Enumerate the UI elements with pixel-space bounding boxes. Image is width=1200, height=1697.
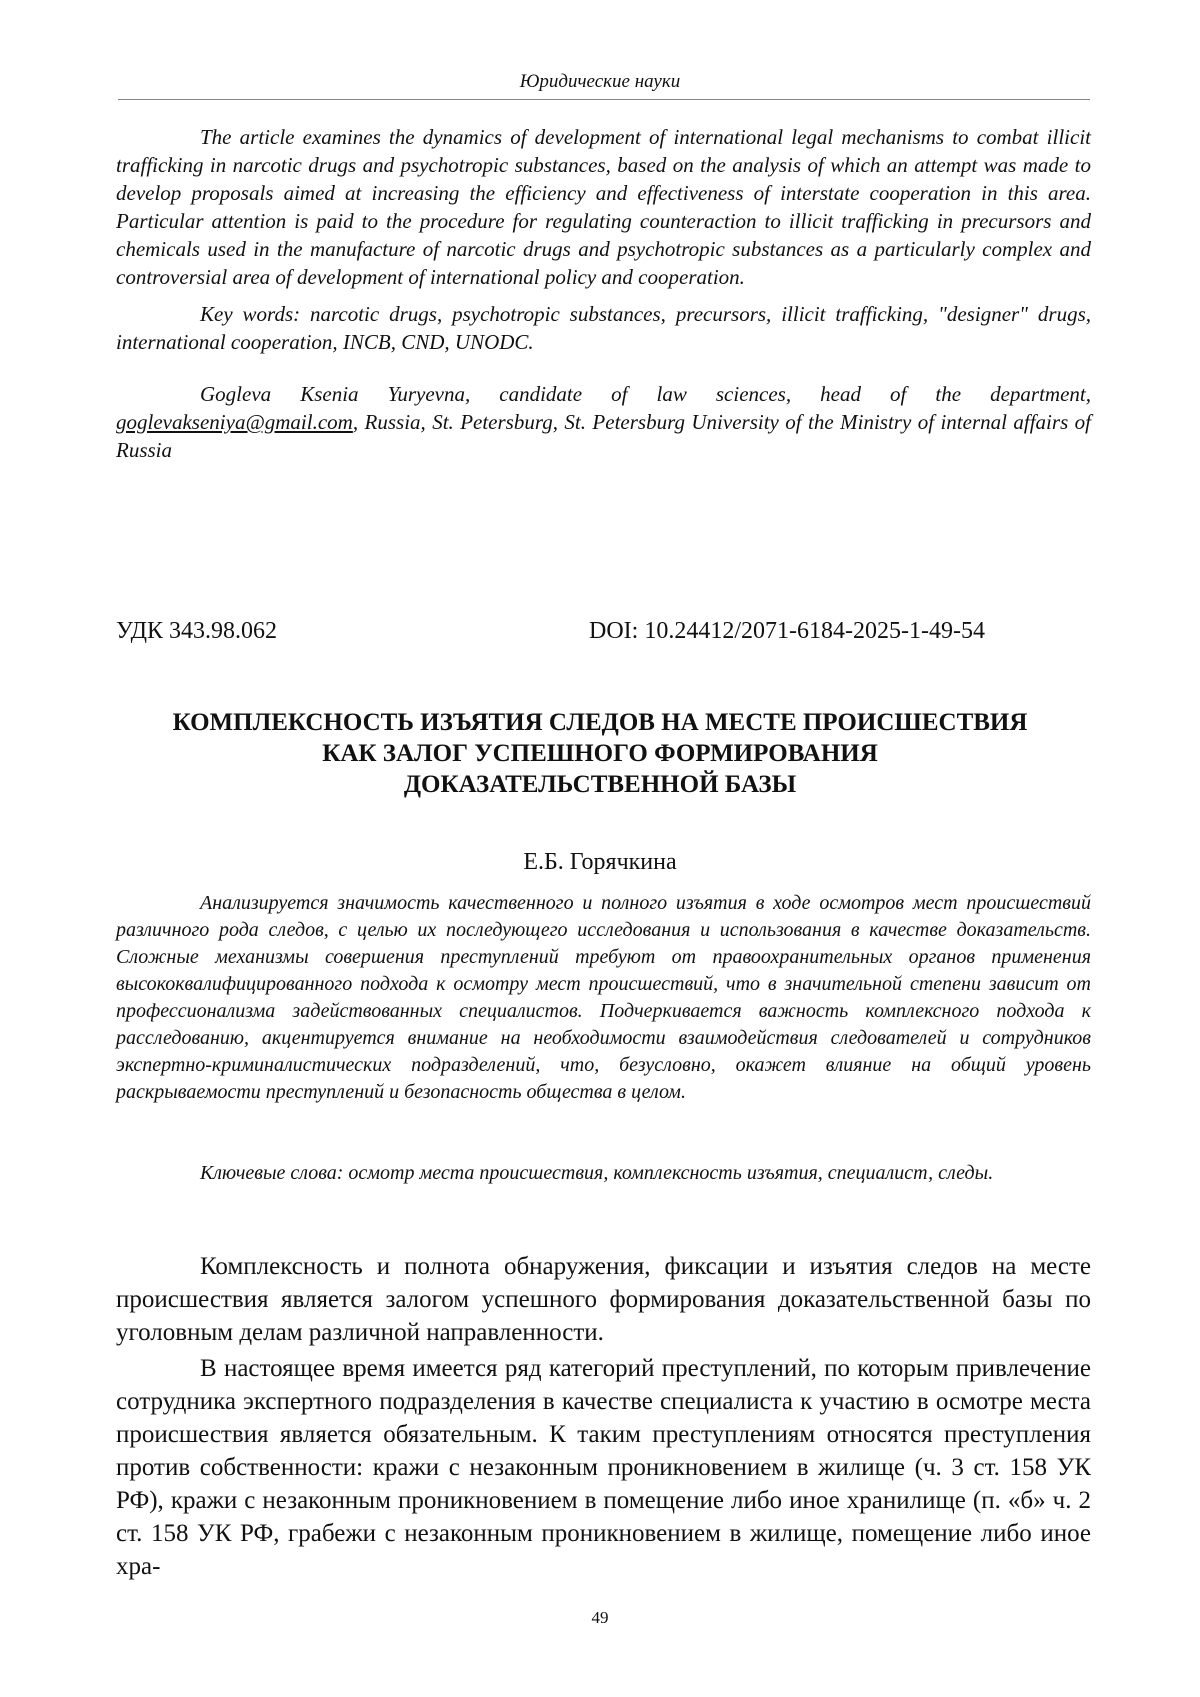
- article-title-line: КОМПЛЕКСНОСТЬ ИЗЪЯТИЯ СЛЕДОВ НА МЕСТЕ ПРОИСШЕСТВИЯ: [172, 709, 1028, 736]
- author-email-link[interactable]: goglevakseniya@gmail.com: [116, 410, 353, 434]
- article-title: [100, 707, 1100, 800]
- article-author: Е.Б. Горячкина: [523, 849, 677, 875]
- author-info-prefix: Gogleva Ksenia Yuryevna, candidate of law sciences, head of the department,: [200, 382, 1091, 406]
- running-header: Юридические науки: [519, 71, 681, 92]
- page-number: 49: [591, 1608, 609, 1627]
- english-keywords: Key words: narcotic drugs, psychotropic substances, precursors, illicit trafficking, "designer" drugs, international cooperation, INCB, CND, UNODC.: [116, 302, 1091, 354]
- body-paragraph: Комплексность и полнота обнаружения, фиксации и изъятия следов на месте происшествия является залогом успешного формирования доказательственной базы по уголовным делам различной направленности.: [116, 1253, 1091, 1346]
- russian-keywords: Ключевые слова: осмотр места происшествия, комплексность изъятия, специалист, следы.: [200, 1162, 994, 1184]
- body-paragraph: В настоящее время имеется ряд категорий преступлений, по которым привлечение сотрудника экспертного подразделения в качестве специалиста к участию в осмотре места происшествия является обязательным. К таким преступлениям относятся преступления против собственности: кражи с незаконным проникновением в жилище (ч. 3 ст. 158 УК РФ), кражи с незаконным проникновением в помещение либо иное хранилище (п. «б» ч. 2 ст. 158 УК РФ, грабежи с незаконным проникновением в жилище, помещение либо иное хра-: [116, 1355, 1091, 1580]
- author-info: [116, 380, 1091, 464]
- author-info-suffix: , Russia, St. Petersburg, St. Petersburg University of the Ministry of internal affairs of Russia: [116, 410, 1091, 462]
- article-title-line: КАК ЗАЛОГ УСПЕШНОГО ФОРМИРОВАНИЯ: [322, 740, 878, 767]
- english-abstract: The article examines the dynamics of development of international legal mechanisms to combat illicit trafficking in narcotic drugs and psychotropic substances, based on the analysis of which an attempt was made to develop proposals aimed at increasing the efficiency and effectiveness of interstate cooperation in this area. Particular attention is paid to the procedure for regulating counteraction to illicit trafficking in precursors and chemicals used in the manufacture of narcotic drugs and psychotropic substances as a particularly complex and controversial area of development of international policy and cooperation.: [116, 125, 1091, 289]
- header-divider: [118, 99, 1090, 100]
- russian-abstract: Анализируется значимость качественного и полного изъятия в ходе осмотров мест происшествий различного рода следов, с целью их последующего исследования и использования в качестве доказательств. Сложные механизмы совершения преступлений требуют от правоохранительных органов применения высококвалифицированного подхода к осмотру мест происшествий, что в значительной степени зависит от профессионализма задействованных специалистов. Подчеркивается важность комплексного подхода к расследованию, акцентируется внимание на необходимости взаимодействия следователей и сотрудников экспертно-криминалистических подразделений, что, безусловно, окажет влияние на общий уровень раскрываемости преступлений и безопасность общества в целом.: [116, 892, 1091, 1103]
- udk-code: УДК 343.98.062: [116, 618, 277, 644]
- article-title-line: ДОКАЗАТЕЛЬСТВЕННОЙ БАЗЫ: [403, 771, 797, 798]
- doi: DOI: 10.24412/2071-6184-2025-1-49-54: [589, 618, 985, 644]
